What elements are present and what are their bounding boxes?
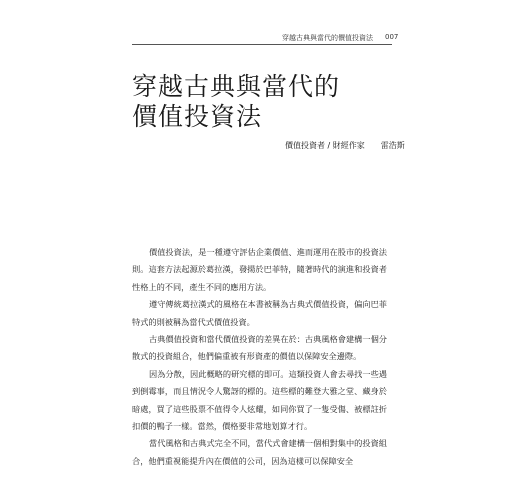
header-rule xyxy=(132,44,392,45)
title-line-1: 穿越古典與當代的 xyxy=(132,72,341,101)
page-number: 007 xyxy=(385,33,399,41)
running-head: 穿越古典與當代的價值投資法 xyxy=(282,34,373,42)
byline-name: 雷浩斯 xyxy=(380,141,405,150)
article-title xyxy=(132,72,340,132)
byline-role: 價值投資者 / 財經作家 xyxy=(285,141,365,150)
title-line-2: 價值投資法 xyxy=(132,102,263,131)
paragraph: 古典價值投資和當代價值投資的差異在於：古典風格會建構一個分散式的投資組合，他們偏重被有形資產的價值以保障安全邊際。 xyxy=(132,334,387,362)
byline xyxy=(285,140,405,151)
paragraph: 價值投資法，是一種遵守評估企業價值、進而運用在股市的投資法則。這套方法起源於葛拉漢，發揚於巴菲特，隨著時代的演進和投資者性格上的不同，產生不同的應用方法。 xyxy=(132,247,387,292)
body-text xyxy=(132,244,387,470)
paragraph: 當代風格和古典式完全不同，當代式會建構一個相對集中的投資組合，他們重視能提升內在價值的公司，因為這樣可以保障安全 xyxy=(132,438,387,466)
paragraph: 因為分散，因此概略的研究標的即可。這類投資人會去尋找一些遇到倒霉事，而且情況令人驚訝的標的。這些標的難登大雅之堂、藏身於暗處，買了這些股票不值得令人炫耀，如同你買了一隻受傷、被標註折扣價的鴨子一樣。當然，價格要非常地划算才行。 xyxy=(132,368,387,432)
paragraph: 遵守傳統葛拉漢式的風格在本書被稱為古典式價值投資，偏向巴菲特式的則被稱為當代式價值投資。 xyxy=(132,299,387,327)
